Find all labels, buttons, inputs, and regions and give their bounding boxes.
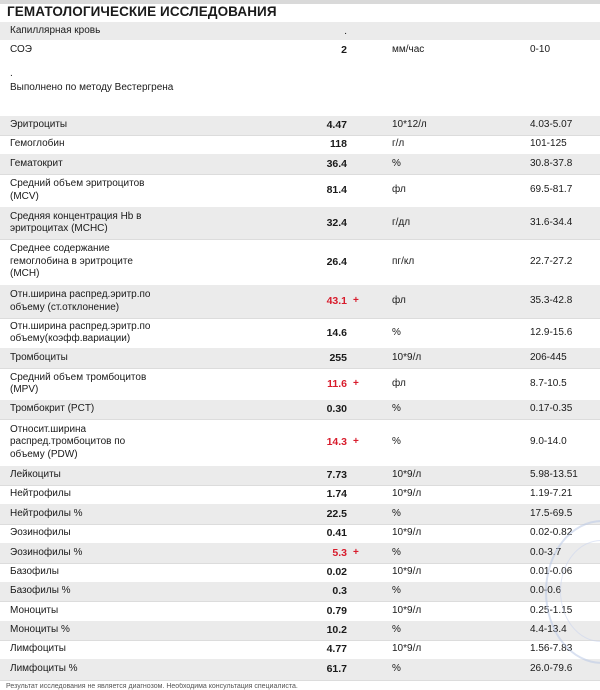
test-unit: % — [392, 326, 401, 338]
out-of-range-flag: + — [353, 436, 359, 448]
esr-reference: 0-10 — [530, 43, 551, 55]
reference-range: 9.0-14.0 — [530, 436, 567, 448]
test-name: Эритроциты — [10, 119, 68, 131]
table-row — [0, 640, 600, 660]
test-name: Относит.ширина распред.тромбоцитов по объему (PDW) — [10, 423, 126, 460]
test-name: Лимфоциты — [10, 643, 66, 655]
test-value: 43.1 — [326, 295, 347, 308]
out-of-range-flag — [353, 135, 365, 154]
esr-note-dot: . — [10, 68, 13, 79]
reference-range: 0.0-0.6 — [530, 585, 562, 597]
test-unit: 10*12/л — [392, 119, 427, 131]
test-unit: 10*9/л — [392, 488, 422, 500]
table-row — [0, 601, 600, 622]
test-value: 1.74 — [326, 488, 347, 501]
test-unit: % — [392, 507, 401, 519]
out-of-range-flag — [353, 485, 365, 504]
out-of-range-flag — [353, 504, 365, 524]
table-row — [0, 621, 600, 641]
test-name: Нейтрофилы — [10, 488, 71, 500]
esr-name: СОЭ — [10, 43, 32, 55]
reference-range: 26.0-79.6 — [530, 663, 573, 675]
test-unit: 10*9/л — [392, 566, 422, 578]
table-row — [0, 154, 600, 175]
test-name: Среднее содержание гемоглобина в эритроците (MCH) — [10, 243, 133, 280]
out-of-range-flag — [353, 116, 365, 135]
test-unit: % — [392, 663, 401, 675]
table-row — [0, 239, 600, 286]
reference-range: 12.9-15.6 — [530, 326, 573, 338]
reference-range: 8.7-10.5 — [530, 377, 567, 389]
reference-range: 22.7-27.2 — [530, 255, 573, 267]
test-name: Отн.ширина распред.эритр.по объему(коэфф.вариации) — [10, 320, 151, 344]
test-unit: г/дл — [392, 216, 411, 228]
test-unit: 10*9/л — [392, 643, 422, 655]
out-of-range-flag — [353, 466, 365, 485]
test-name: Базофилы — [10, 566, 59, 578]
test-name: Тромбокрит (PCT) — [10, 403, 95, 415]
table-row — [0, 400, 600, 420]
footer-note: Результат исследования не является диагнозом. Необходима консультация специалиста. — [6, 683, 298, 690]
reference-range: 31.6-34.4 — [530, 216, 573, 228]
test-unit: фл — [392, 295, 406, 307]
out-of-range-flag — [353, 207, 365, 239]
test-value: 0.41 — [326, 527, 347, 540]
section-title: ГЕМАТОЛОГИЧЕСКИЕ ИССЛЕДОВАНИЯ — [7, 4, 277, 19]
table-row — [0, 485, 600, 505]
table-row — [0, 419, 600, 467]
out-of-range-flag — [353, 174, 365, 207]
reference-range: 35.3-42.8 — [530, 295, 573, 307]
test-name: Базофилы % — [10, 585, 71, 597]
reference-range: 69.5-81.7 — [530, 184, 573, 196]
test-name: Лейкоциты — [10, 469, 61, 481]
test-unit: пг/кл — [392, 255, 415, 267]
test-value: 118 — [330, 138, 347, 151]
out-of-range-flag — [353, 318, 365, 348]
test-unit: 10*9/л — [392, 604, 422, 616]
test-unit: 10*9/л — [392, 351, 422, 363]
reference-range: 0.0-3.7 — [530, 546, 562, 558]
reference-range: 1.19-7.21 — [530, 488, 573, 500]
test-name: Отн.ширина распред.эритр.по объему (ст.отклонение) — [10, 289, 151, 313]
test-unit: фл — [392, 377, 406, 389]
test-unit: г/л — [392, 138, 405, 150]
table-row — [0, 524, 600, 544]
out-of-range-flag — [353, 621, 365, 640]
reference-range: 206-445 — [530, 351, 567, 363]
reference-range: 5.98-13.51 — [530, 469, 578, 481]
table-row — [0, 563, 600, 583]
test-name: Гематокрит — [10, 157, 63, 169]
test-value: 4.47 — [326, 119, 347, 132]
table-row — [0, 582, 600, 602]
reference-range: 0.17-0.35 — [530, 403, 573, 415]
out-of-range-flag — [353, 348, 365, 368]
esr-unit: мм/час — [392, 43, 425, 55]
test-unit: % — [392, 546, 401, 558]
test-unit: фл — [392, 184, 406, 196]
out-of-range-flag — [353, 524, 365, 543]
out-of-range-flag — [353, 659, 365, 680]
test-value: 0.3 — [332, 585, 347, 598]
table-row — [0, 466, 600, 486]
out-of-range-flag: + — [353, 546, 359, 558]
test-value: 0.79 — [326, 604, 347, 617]
test-value: 36.4 — [326, 157, 347, 170]
sample-type-row — [0, 22, 600, 40]
out-of-range-flag — [353, 400, 365, 419]
reference-range: 0.01-0.06 — [530, 566, 573, 578]
sample-type-value: . — [344, 24, 347, 37]
test-value: 11.6 — [327, 377, 347, 390]
out-of-range-flag: + — [353, 295, 359, 307]
test-value: 255 — [329, 351, 347, 364]
table-row — [0, 207, 600, 240]
test-value: 26.4 — [326, 255, 347, 268]
reference-range: 4.4-13.4 — [530, 624, 567, 636]
test-name: Средний объем тромбоцитов (MPV) — [10, 371, 147, 395]
test-value: 14.6 — [326, 326, 347, 339]
test-unit: % — [392, 436, 401, 448]
reference-range: 0.02-0.82 — [530, 527, 573, 539]
out-of-range-flag — [353, 601, 365, 621]
esr-method-note: Выполнено по методу Вестергрена — [10, 82, 174, 93]
test-name: Тромбоциты — [10, 351, 68, 363]
esr-value: 2 — [341, 43, 347, 56]
test-unit: % — [392, 403, 401, 415]
test-value: 0.30 — [326, 403, 347, 416]
table-row — [0, 504, 600, 525]
test-name: Моноциты — [10, 604, 59, 616]
reference-range: 17.5-69.5 — [530, 507, 573, 519]
test-value: 61.7 — [326, 663, 347, 676]
table-row — [0, 368, 600, 401]
test-name: Эозинофилы — [10, 527, 71, 539]
test-value: 14.3 — [326, 436, 347, 449]
reference-range: 0.25-1.15 — [530, 604, 573, 616]
test-name: Моноциты % — [10, 624, 70, 636]
out-of-range-flag — [353, 154, 365, 174]
table-row — [0, 659, 600, 681]
test-value: 4.77 — [326, 643, 347, 656]
table-row — [0, 285, 600, 319]
test-name: Лимфоциты % — [10, 663, 78, 675]
out-of-range-flag — [353, 563, 365, 582]
reference-range: 101-125 — [530, 138, 567, 150]
reference-range: 30.8-37.8 — [530, 157, 573, 169]
test-unit: % — [392, 624, 401, 636]
table-row — [0, 318, 600, 349]
table-row — [0, 174, 600, 208]
test-name: Средняя концентрация Hb в эритроцитах (MCHC) — [10, 210, 142, 234]
test-name: Средний объем эритроцитов (MCV) — [10, 178, 145, 202]
test-unit: 10*9/л — [392, 469, 422, 481]
test-name: Гемоглобин — [10, 138, 65, 150]
test-unit: % — [392, 157, 401, 169]
table-row — [0, 135, 600, 155]
test-value: 0.02 — [326, 566, 347, 579]
table-row — [0, 348, 600, 369]
out-of-range-flag — [353, 582, 365, 601]
test-name: Эозинофилы % — [10, 546, 83, 558]
sample-type-label: Капиллярная кровь — [10, 24, 101, 36]
esr-row — [0, 40, 600, 60]
test-value: 81.4 — [326, 184, 347, 197]
test-value: 7.73 — [326, 469, 347, 482]
test-value: 10.2 — [326, 624, 347, 637]
reference-range: 4.03-5.07 — [530, 119, 573, 131]
test-unit: % — [392, 585, 401, 597]
out-of-range-flag — [353, 640, 365, 659]
test-unit: 10*9/л — [392, 527, 422, 539]
reference-range: 1.56-7.83 — [530, 643, 573, 655]
test-value: 32.4 — [326, 216, 347, 229]
test-value: 5.3 — [332, 546, 347, 559]
table-row — [0, 543, 600, 564]
out-of-range-flag — [353, 239, 365, 285]
out-of-range-flag: + — [353, 377, 359, 389]
test-value: 22.5 — [326, 507, 347, 520]
test-name: Нейтрофилы % — [10, 507, 83, 519]
table-row — [0, 116, 600, 136]
